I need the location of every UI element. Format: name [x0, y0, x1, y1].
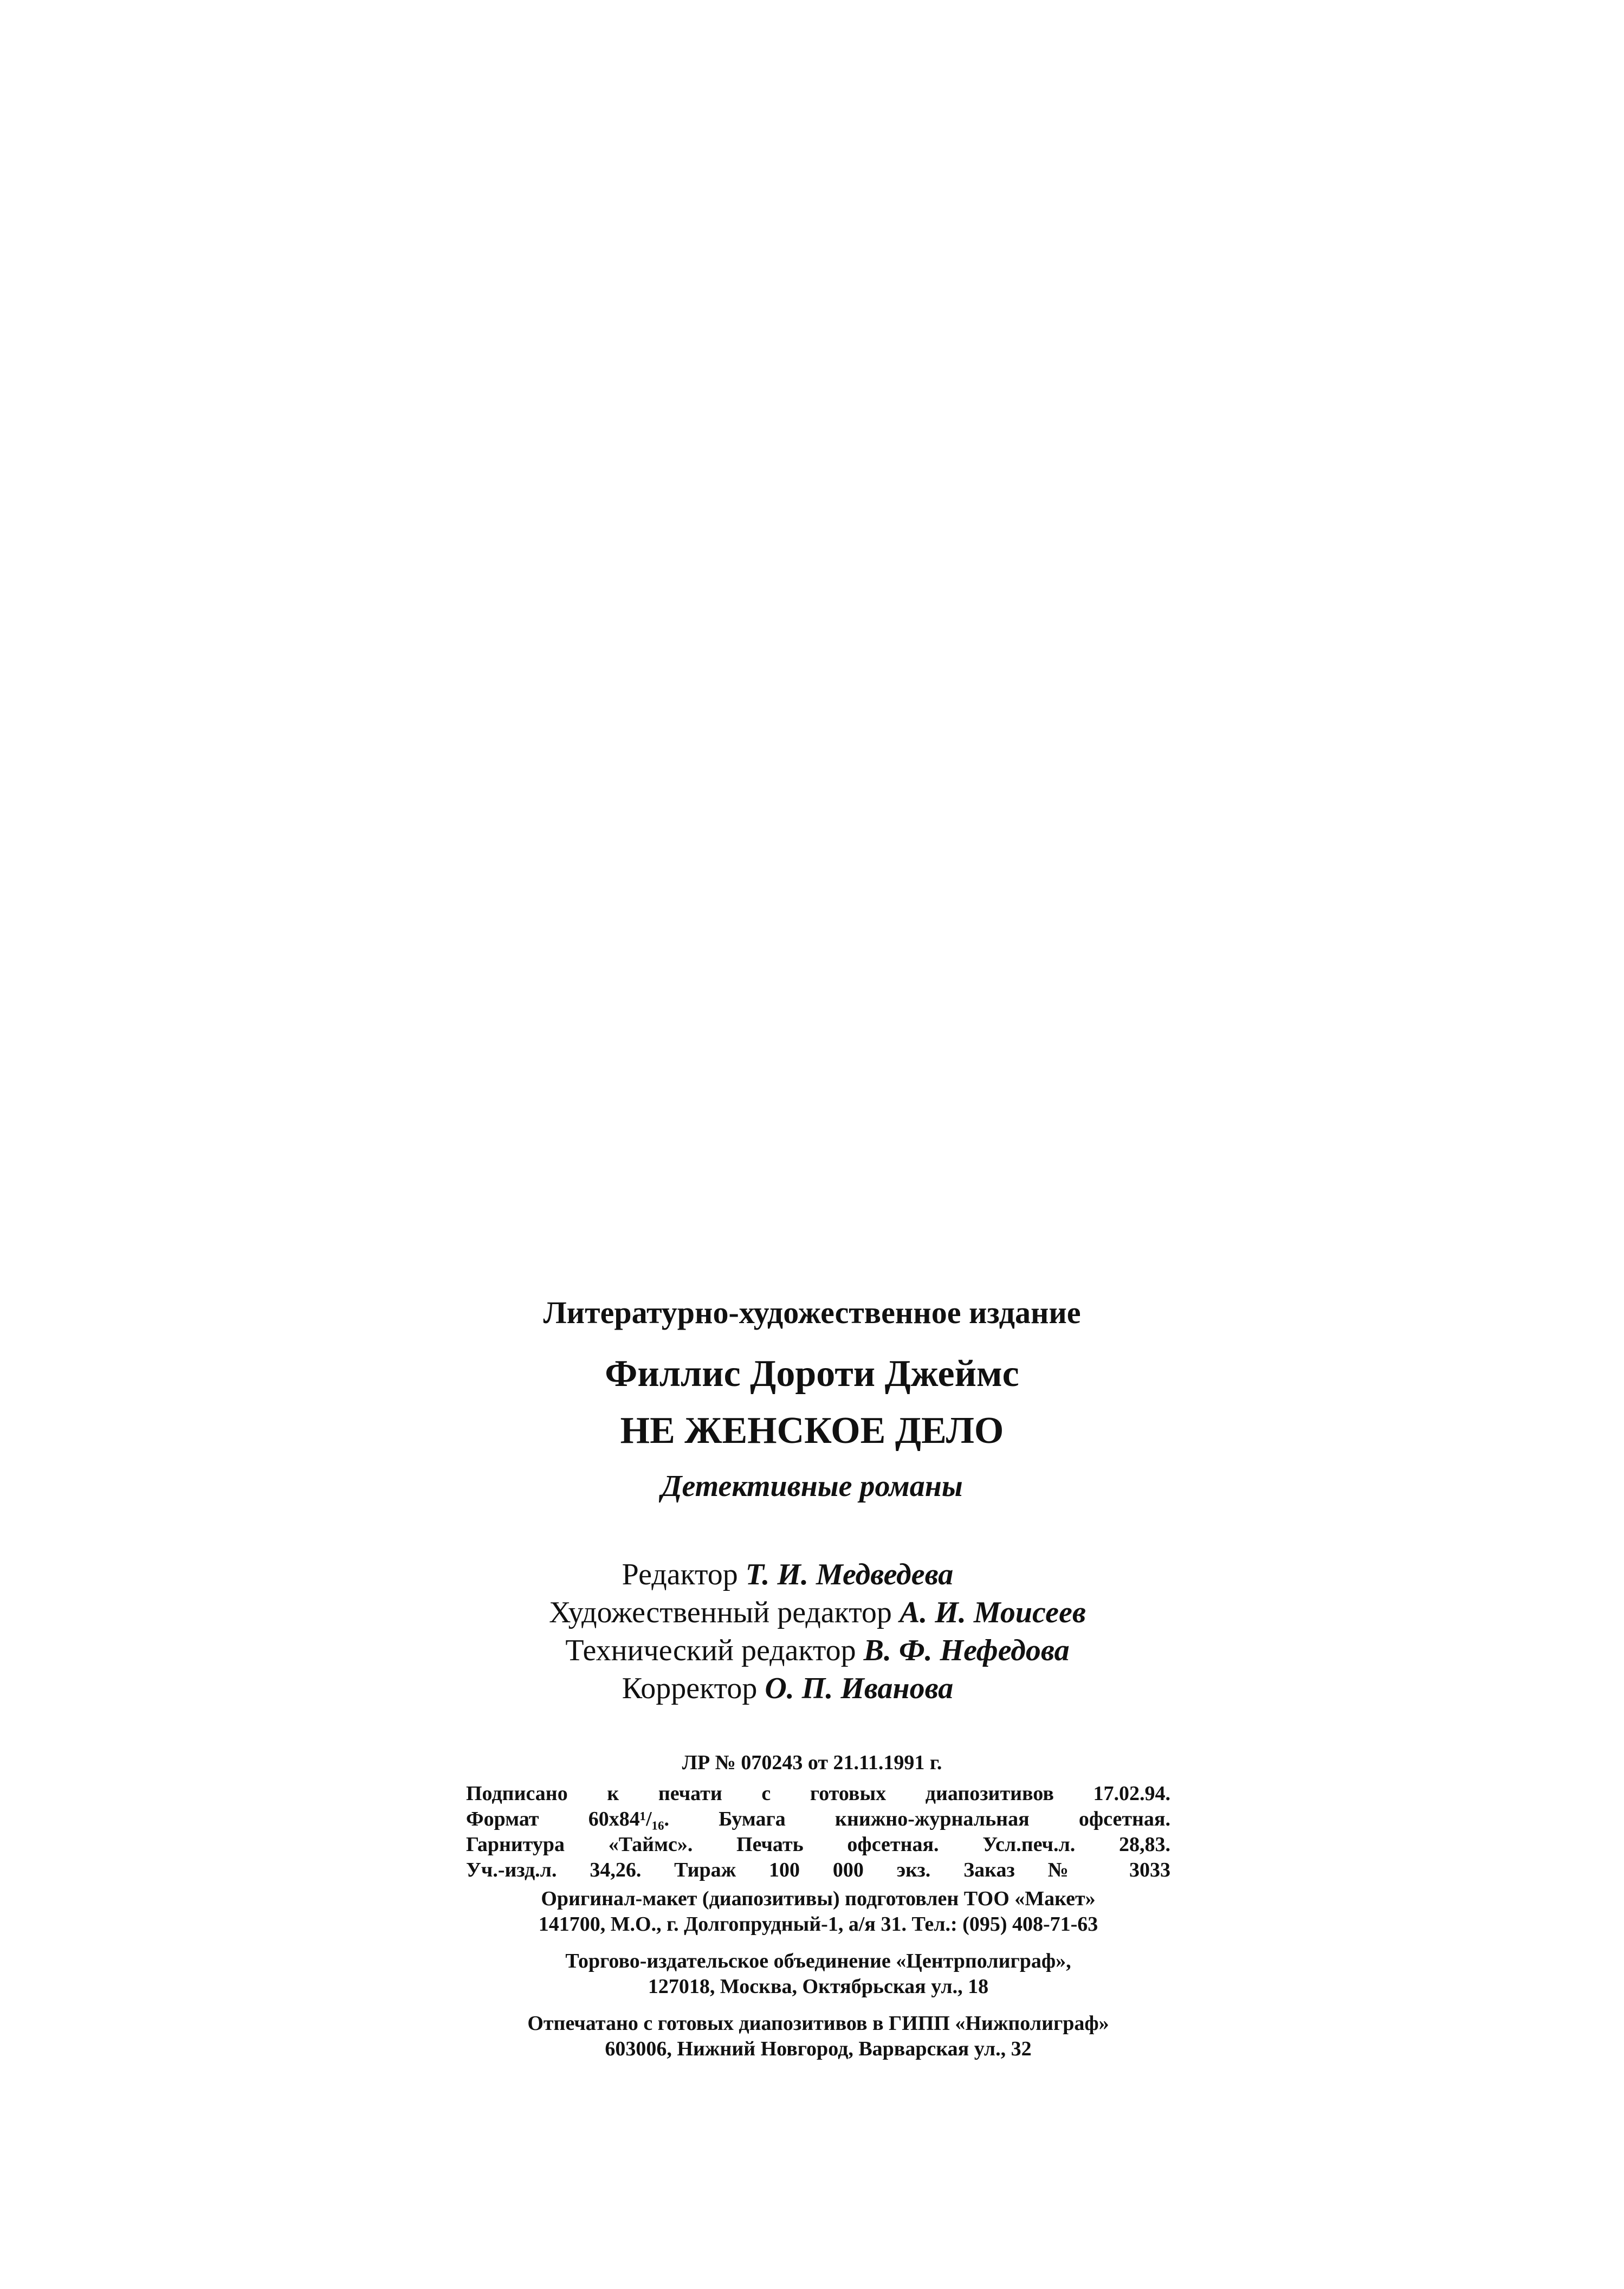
credit-tech-editor — [11, 1632, 1624, 1669]
author-name: Филлис Дороти Джеймс — [605, 1353, 1019, 1395]
credit-editor-name: Т. И. Медведева — [745, 1558, 954, 1591]
print-specs-line: Формат 60х84¹/₁₆. Бумага книжно-журнальная офсетная. — [466, 1808, 1170, 1830]
genre-subtitle: Детективные романы — [661, 1469, 963, 1503]
layout-maker-info — [466, 1886, 1170, 1937]
credit-editor-role: Редактор — [622, 1558, 738, 1591]
printer-line: Отпечатано с готовых диапозитивов в ГИПП «Нижполиграф» — [527, 2012, 1109, 2035]
credit-editor — [0, 1556, 1624, 1594]
edition-type: Литературно-художественное издание — [543, 1295, 1081, 1330]
credits-block — [0, 1556, 1624, 1707]
credit-art-editor-name: А. И. Моисеев — [899, 1596, 1086, 1629]
printer-info — [466, 2011, 1170, 2062]
print-specs-line: Уч.-изд.л. 34,26. Тираж 100 000 экз. Заказ № 3033 — [466, 1859, 1170, 1881]
credit-tech-editor-role: Технический редактор — [565, 1634, 856, 1667]
print-specs-line: Подписано к печати с готовых диапозитивов 17.02.94. — [466, 1782, 1170, 1805]
print-specs — [466, 1781, 1170, 1883]
credit-corrector-name: О. П. Иванова — [765, 1672, 954, 1705]
maker-line: Оригинал-макет (диапозитивы) подготовлен ТОО «Макет» — [541, 1887, 1096, 1910]
book-title: НЕ ЖЕНСКОЕ ДЕЛО — [620, 1410, 1004, 1452]
distributor-line: 127018, Москва, Октябрьская ул., 18 — [648, 1975, 989, 1998]
credit-corrector — [0, 1669, 1624, 1707]
credit-art-editor — [11, 1594, 1624, 1632]
print-specs-line: Гарнитура «Таймс». Печать офсетная. Усл.печ.л. 28,83. — [466, 1833, 1170, 1856]
credit-tech-editor-name: В. Ф. Нефедова — [863, 1634, 1070, 1667]
printer-line: 603006, Нижний Новгород, Варварская ул., 32 — [605, 2037, 1032, 2060]
credit-corrector-role: Корректор — [622, 1672, 758, 1705]
distributor-line: Торгово-издательское объединение «Центрполиграф», — [565, 1950, 1071, 1972]
distributor-info — [466, 1949, 1170, 2000]
license-line: ЛР № 070243 от 21.11.1991 г. — [682, 1751, 942, 1774]
credit-art-editor-role: Художественный редактор — [549, 1596, 892, 1629]
maker-line: 141700, М.О., г. Долгопрудный-1, а/я 31. Тел.: (095) 408-71-63 — [538, 1913, 1098, 1936]
